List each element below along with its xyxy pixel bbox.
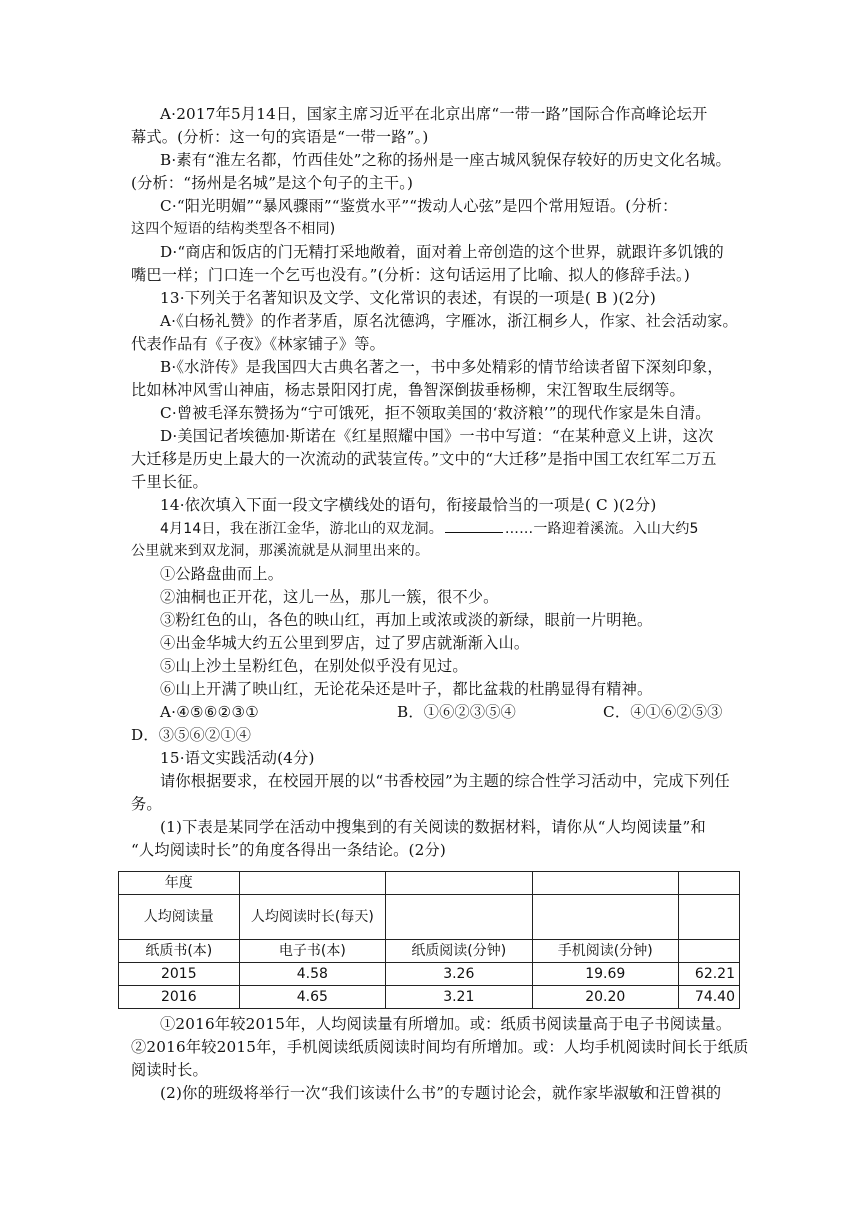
col-ebook: 电子书(本) bbox=[239, 940, 385, 963]
q14-item-4: ④出金华城大约五公里到罗店，过了罗店就渐渐入山。 bbox=[160, 634, 530, 652]
option-a-analysis: 幕式。(分析：这一句的宾语是“一带一路”。) bbox=[131, 128, 429, 146]
q14-choice-b: B．①⑥②③⑤④ bbox=[397, 703, 517, 721]
fill-blank bbox=[445, 518, 503, 533]
q14-passage-end: ……一路迎着溪流。入山大约5 bbox=[504, 521, 699, 537]
answer-line-2: ②2016年较2015年，手机阅读纸质阅读时间均有所增加。或：人均手机阅读时间长于纸质 bbox=[131, 1038, 749, 1056]
q14-passage bbox=[160, 518, 760, 539]
q14-item-2: ②油桐也正开花，这儿一丛，那儿一簇，很不少。 bbox=[160, 588, 499, 606]
q14-choice-a: A·④⑤⑥②③① bbox=[160, 703, 260, 721]
option-c-analysis: 这四个短语的结构类型各不相同) bbox=[131, 221, 336, 237]
q13-option-d: D·美国记者埃德加·斯诺在《红星照耀中国》一书中写道：“在某种意义上讲，这次 bbox=[160, 427, 714, 445]
q14-choice-d: D．③⑤⑥②①④ bbox=[131, 726, 252, 744]
cell-value: 62.21 bbox=[679, 963, 740, 986]
cell-value: 19.69 bbox=[532, 963, 679, 986]
q15-part1: (1)下表是某同学在活动中搜集到的有关阅读的数据材料，请你从“人均阅读量”和 bbox=[160, 818, 706, 836]
q13-option-b-cont: 比如林冲风雪山神庙，杨志景阳冈打虎，鲁智深倒拔垂杨柳，宋江智取生辰纲等。 bbox=[131, 381, 685, 399]
q14-passage-cont: 公里就来到双龙洞，那溪流就是从洞里出来的。 bbox=[131, 543, 430, 559]
q14-item-3: ③粉红色的山，各色的映山红，再加上或浓或淡的新绿，眼前一片明艳。 bbox=[160, 611, 653, 629]
cell-value: 3.21 bbox=[386, 986, 532, 1009]
question-14: 14·依次填入下面一段文字横线处的语句，衔接最恰当的一项是( C )(2分) bbox=[160, 496, 657, 514]
header-time: 人均阅读时长(每天) bbox=[239, 895, 385, 940]
q14-item-5: ⑤山上沙土呈粉红色，在别处似乎没有见过。 bbox=[160, 657, 468, 675]
cell-year: 2015 bbox=[119, 963, 240, 986]
cell-value: 4.65 bbox=[239, 986, 385, 1009]
cell-value: 3.26 bbox=[386, 963, 532, 986]
table-row bbox=[119, 986, 740, 1009]
q13-option-c: C·曾被毛泽东赞扬为“宁可饿死，拒不领取美国的‘救济粮’”的现代作家是朱自清。 bbox=[160, 404, 711, 422]
option-d-line: D·“商店和饭店的门无精打采地敞着，面对着上帝创造的这个世界，就跟许多饥饿的 bbox=[160, 243, 724, 261]
cell-value: 20.20 bbox=[532, 986, 679, 1009]
q15-part2: (2)你的班级将举行一次“我们该读什么书”的专题讨论会，就作家毕淑敏和汪曾祺的 bbox=[160, 1084, 722, 1102]
cell-value: 4.58 bbox=[239, 963, 385, 986]
option-c-line: C·“阳光明媚”“暴风骤雨”“鉴赏水平”“拨动人心弦”是四个常用短语。(分析： bbox=[160, 197, 678, 215]
q14-item-6: ⑥山上开满了映山红，无论花朵还是叶子，都比盆栽的杜鹃显得有精神。 bbox=[160, 680, 653, 698]
q14-choice-c: C．④①⑥②⑤③ bbox=[603, 703, 723, 721]
table-row bbox=[119, 940, 740, 963]
q13-option-d-end: 千里长征。 bbox=[131, 473, 208, 491]
table-row bbox=[119, 872, 740, 895]
header-amount: 人均阅读量 bbox=[119, 895, 240, 940]
table-row bbox=[119, 963, 740, 986]
question-15: 15·语文实践活动(4分) bbox=[160, 749, 315, 767]
q13-option-a: A·《白杨礼赞》的作者茅盾，原名沈德鸿，字雁冰，浙江桐乡人，作家、社会活动家。 bbox=[160, 312, 738, 330]
q14-passage-start: 4月14日，我在浙江金华，游北山的双龙洞。 bbox=[160, 521, 443, 537]
q15-part1-cont: “人均阅读时长”的角度各得出一条结论。(2分) bbox=[131, 841, 447, 859]
reading-data-table bbox=[118, 871, 740, 1009]
col-paper-book: 纸质书(本) bbox=[119, 940, 240, 963]
option-b-line: B·素有“淮左名都，竹西佳处”之称的扬州是一座古城风貌保存较好的历史文化名城。 bbox=[160, 151, 731, 169]
option-a-line: A·2017年5月14日，国家主席习近平在北京出席“一带一路”国际合作高峰论坛开 bbox=[160, 105, 708, 123]
question-13: 13·下列关于名著知识及文学、文化常识的表述，有误的一项是( B )(2分) bbox=[160, 289, 656, 307]
q15-intro-cont: 务。 bbox=[131, 795, 162, 813]
q14-item-1: ①公路盘曲而上。 bbox=[160, 565, 284, 583]
q13-option-d-cont: 大迁移是历史上最大的一次流动的武装宣传。”文中的“大迁移”是指中国工农红军二万五 bbox=[131, 450, 717, 468]
col-phone-read: 手机阅读(分钟) bbox=[532, 940, 679, 963]
col-paper-read: 纸质阅读(分钟) bbox=[386, 940, 532, 963]
q13-option-b: B·《水浒传》是我国四大古典名著之一，书中多处精彩的情节给读者留下深刻印象， bbox=[160, 358, 723, 376]
option-d-analysis: 嘴巴一样；门口连一个乞丐也没有。”(分析：这句话运用了比喻、拟人的修辞手法。) bbox=[131, 266, 690, 284]
table-row bbox=[119, 895, 740, 940]
cell-year: 2016 bbox=[119, 986, 240, 1009]
cell-value: 74.40 bbox=[679, 986, 740, 1009]
q13-option-a-cont: 代表作品有《子夜》《林家铺子》等。 bbox=[131, 335, 385, 353]
q15-intro: 请你根据要求，在校园开展的以“书香校园”为主题的综合性学习活动中，完成下列任 bbox=[160, 772, 730, 790]
answer-line-3: 阅读时长。 bbox=[131, 1061, 208, 1079]
answer-line-1: ①2016年较2015年，人均阅读量有所增加。或：纸质书阅读量高于电子书阅读量。 bbox=[160, 1015, 732, 1033]
header-year: 年度 bbox=[119, 872, 240, 895]
option-b-analysis: (分析：“扬州是名城”是这个句子的主干。) bbox=[131, 174, 414, 192]
